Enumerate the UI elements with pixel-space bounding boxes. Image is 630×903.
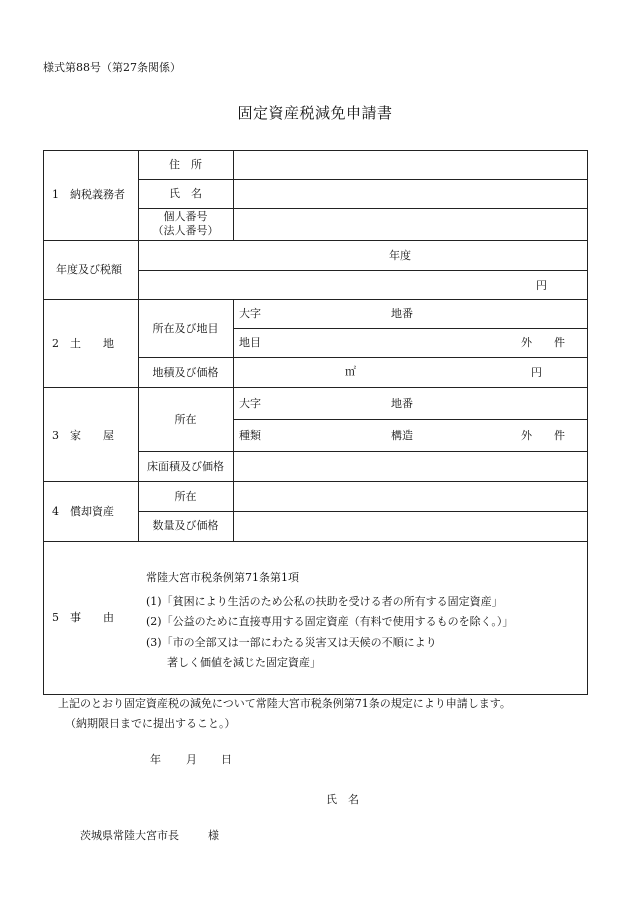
reason-item-3: (3)「市の全部又は一部にわたる災害又は天候の不順により (146, 636, 437, 649)
depreciable-location-label: 所在 (174, 490, 197, 503)
land-area-price-label: 地積及び価格 (152, 366, 219, 379)
house-location-label: 所在 (174, 413, 197, 426)
table-divider (233, 150, 234, 240)
table-divider (43, 387, 588, 388)
addressee: 茨城県常陸大宮市長 (80, 829, 179, 842)
date-day: 日 (221, 753, 232, 766)
personal-number-label: 個人番号 (163, 210, 208, 223)
table-divider (233, 299, 234, 541)
land-yen-unit: 円 (531, 366, 542, 379)
land-label: 2 土 地 (52, 337, 114, 350)
house-chiban: 地番 (391, 397, 413, 410)
table-divider (138, 357, 588, 358)
table-divider (43, 541, 588, 542)
corporate-number-label: （法人番号） (152, 224, 219, 237)
table-divider (138, 179, 588, 180)
house-ken: 件 (554, 429, 565, 442)
address-field[interactable] (236, 153, 586, 177)
ordinance-reference: 常陸大宮市税条例第71条第1項 (146, 571, 299, 584)
land-chiban: 地番 (391, 307, 413, 320)
date-month: 月 (186, 753, 197, 766)
table-divider (43, 481, 588, 482)
floor-area-price-label: 床面積及び価格 (147, 460, 224, 473)
taxpayer-label: 1 納税義務者 (52, 188, 125, 201)
application-statement: 上記のとおり固定資産税の減免について常陸大宮市税条例第71条の規定により申請します。 (58, 697, 511, 710)
page-title: 固定資産税減免申請書 (237, 104, 393, 122)
tax-year-label: 年度及び税額 (56, 263, 122, 276)
house-label: 3 家 屋 (52, 429, 114, 442)
table-divider (233, 328, 588, 329)
applicant-name-label: 氏 名 (326, 793, 359, 806)
house-soto: 外 (521, 429, 532, 442)
table-divider (233, 419, 588, 420)
quantity-price-label: 数量及び価格 (152, 519, 219, 532)
land-chimoku: 地目 (239, 336, 261, 349)
date-year: 年 (150, 753, 161, 766)
table-divider (138, 208, 588, 209)
table-divider (43, 299, 588, 300)
table-divider (43, 240, 588, 241)
house-structure: 構造 (391, 429, 413, 442)
address-label: 住 所 (169, 158, 202, 171)
reason-item-3-continued: 著しく価値を減じた固定資産」 (167, 656, 321, 669)
house-oaza: 大字 (239, 397, 261, 410)
house-kind: 種類 (239, 429, 261, 442)
form-number: 様式第88号（第27条関係） (43, 61, 181, 74)
table-divider (138, 511, 588, 512)
land-location-label: 所在及び地目 (152, 322, 219, 335)
land-ken: 件 (554, 336, 565, 349)
name-label: 氏 名 (169, 187, 202, 200)
reason-item-1: (1)「貧困により生活のため公私の扶助を受ける者の所有する固定資産」 (146, 595, 503, 608)
addressee-honorific: 様 (208, 829, 219, 842)
land-soto: 外 (521, 336, 532, 349)
deadline-note: （納期限日までに提出すること。） (65, 717, 236, 730)
yen-unit: 円 (536, 279, 547, 292)
square-meter-unit: ㎡ (345, 365, 356, 378)
land-oaza: 大字 (239, 307, 261, 320)
personal-number-field[interactable] (236, 211, 586, 237)
year-unit: 年度 (389, 249, 411, 262)
name-field[interactable] (236, 182, 586, 206)
reason-item-2: (2)「公益のために直接専用する固定資産（有料で使用するものを除く。）」 (146, 615, 514, 628)
table-divider (138, 270, 588, 271)
depreciable-assets-label: 4 償却資産 (52, 505, 114, 518)
table-divider (138, 451, 588, 452)
reason-label: 5 事 由 (52, 611, 114, 624)
